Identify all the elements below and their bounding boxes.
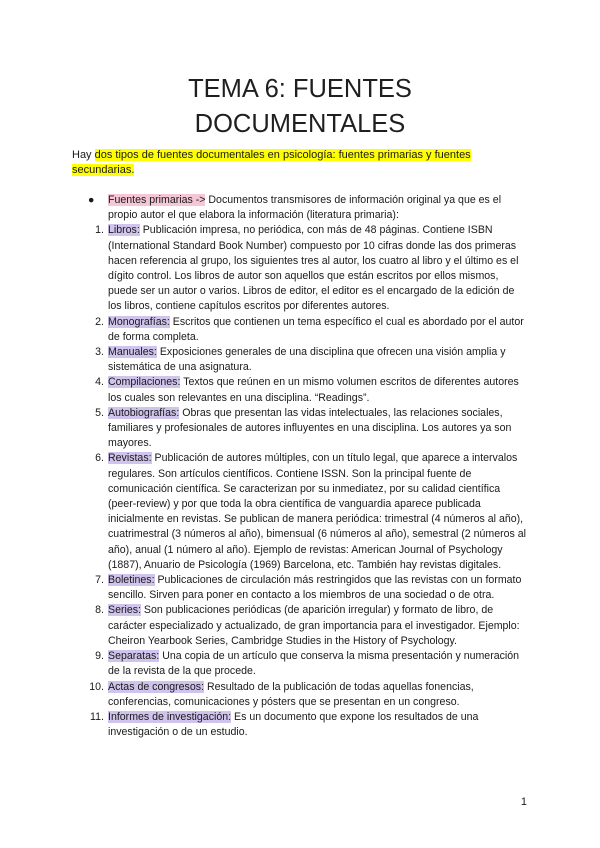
list-item [72,710,528,740]
list-term: Monografías: [108,315,170,328]
list-item [72,345,528,375]
list-term: Autobiografías: [108,406,180,419]
title-line-2: DOCUMENTALES [194,110,406,138]
list-number: 2. [95,315,104,328]
page-number: 1 [520,796,527,808]
bullet-item-primary-sources [72,193,528,223]
list-number: 5. [95,406,104,419]
list-text: Publicaciones de circulación más restringidos que las revistas con un formato sencillo. Sirven para poner en contacto a los miembros de una sociedad o de otra. [108,574,522,602]
bullet-dot-icon: ● [88,194,95,206]
list-number: 8. [95,604,104,617]
list-number: 9. [95,650,104,663]
list-number: 1. [95,224,104,237]
intro-highlight: dos tipos de fuentes documentales en psicología: fuentes primarias y fuentes secundarias. [72,149,471,176]
list-term: Informes de investigación: [108,710,232,723]
bullet-term: Fuentes primarias -> [108,194,206,206]
list-item [72,680,528,710]
list-text: Publicación de autores múltiples, con un título legal, que aparece a intervalos regulares. Son artículos científicos. Contiene ISSN. Son la principal fuente de comunicación científica. Se caracterizan por su inmediatez, por su calidad científica (peer-review) y por que toda la obra científica de vanguardia aparece publicada inicialmente en revistas. Se publican de manera periódica: trimestral (4 números al año), cuatrimestral (3 números al año), bimensual (6 números al año), semestral (2 números al año), anual (1 número al año). Ejemplo de revistas: American Journal of Psychology (1887), Anuario de Psicología (1969) Barcelona, etc. También hay revistas digitales. [108,452,527,571]
list-term: Boletines: [108,574,155,587]
intro-prefix: Hay [72,149,95,161]
list-number: 4. [95,376,104,389]
list-term: Compilaciones: [108,376,181,389]
list-term: Manuales: [108,346,157,359]
list-item [72,375,528,405]
list-text: Escritos que contienen un tema específico el cual es abordado por el autor de forma completa. [108,315,524,343]
list-term: Separatas: [108,650,160,663]
title-line-1: TEMA 6: FUENTES [188,75,412,103]
list-number: 3. [95,346,104,359]
list-number: 10. [89,680,104,693]
page-title [0,72,600,142]
list-item [72,573,528,603]
list-number: 7. [95,574,104,587]
list-text: Textos que reúnen en un mismo volumen escritos de diferentes autores los cuales son relevantes en una disciplina. “Readings”. [108,376,519,404]
source-list [72,193,528,740]
list-number: 11. [90,710,104,723]
list-item [72,315,528,345]
list-term: Series: [108,604,141,617]
list-number: 6. [95,452,104,465]
list-text: Obras que presentan las vidas intelectuales, las relaciones sociales, familiares y profesionales de autores influyentes en una disciplina. Los autores ya son mayores. [108,406,512,450]
list-term: Revistas: [108,452,152,465]
list-text: Exposiciones generales de una disciplina que ofrecen una visión amplia y sistemática de una asignatura. [108,346,506,374]
intro-paragraph [72,148,528,178]
bullet-text: Documentos transmisores de información original ya que es el propio autor el que elabora la información (literatura primaria): [108,194,502,222]
list-term: Actas de congresos: [108,680,204,693]
list-item [72,603,528,649]
list-text: Una copia de un artículo que conserva la misma presentación y numeración de la revista de la que procede. [108,650,520,678]
list-term: Libros: [108,224,140,237]
list-text: Publicación impresa, no periódica, con más de 48 páginas. Contiene ISBN (International Standard Book Number) compuesto por 10 cifras donde las dos primeras hacen referencia al grupo, los siguientes tres al autor, los cuatro al libro y el último es el dígito control. Los libros de autor son aquellos que están escritos por ellos mismos, puede ser un autor o varios. Libros de editor, el editor es el encargado de la edición de los libros, contiene capítulos escritos por diferentes autores. [108,224,519,313]
list-text: Son publicaciones periódicas (de aparición irregular) y formato de libro, de carácter especializado y actualizado, de gran importancia para el investigador. Ejemplo: Cheiron Yearbook Series, Cambridge Studies in the History of Psychology. [108,604,520,647]
list-item [72,223,528,314]
list-text: Resultado de la publicación de todas aquellas fonencias, conferencias, comunicaciones y pósters que se presentan en un congreso. [108,680,474,708]
list-item [72,451,528,573]
list-item [72,649,528,679]
list-text: Es un documento que expone los resultados de una investigación o de un estudio. [108,710,479,739]
list-item [72,406,528,452]
